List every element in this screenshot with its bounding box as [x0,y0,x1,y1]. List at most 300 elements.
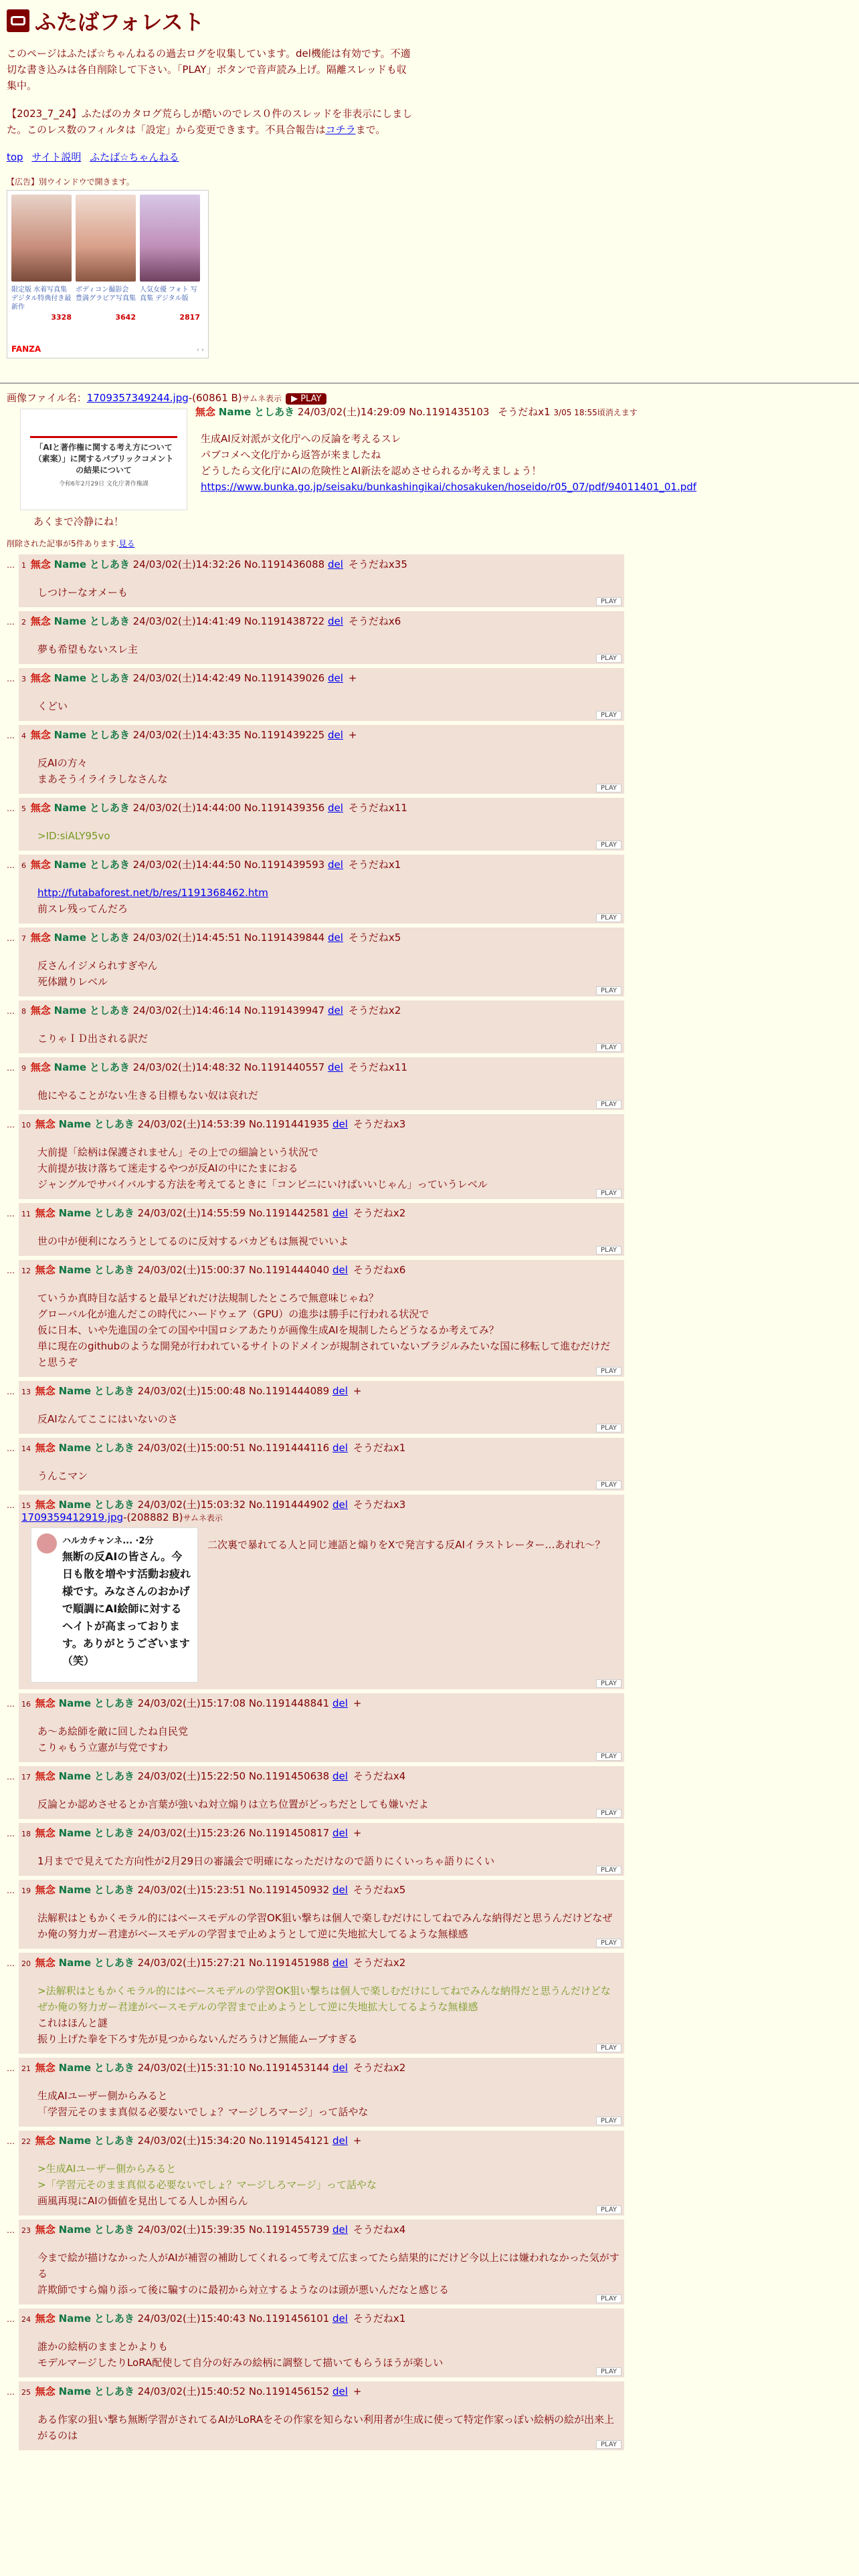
reply-body [37,1853,620,1869]
reply-name: Name [54,859,87,871]
body-line: くどい [37,700,68,712]
reply-index: 9 [21,1064,26,1073]
del-link[interactable]: del [328,1061,343,1073]
reply-row [7,1114,852,1199]
del-link[interactable]: del [332,1385,348,1397]
reply-index: 16 [21,1700,31,1709]
reply-date: 24/03/02(土)14:45:51 [132,932,242,944]
reply-row [7,1953,852,2054]
reply-name: Name [58,1207,92,1219]
reply-play-button[interactable]: PLAY [596,2367,622,2376]
thumb-title: 「AIと著作権に関する考え方について（素案）」に関するパブリックコメントの結果について [33,443,174,475]
reply-play-button[interactable]: PLAY [596,1481,622,1489]
reply-post [19,1693,624,1762]
reply-header [21,800,620,815]
reply-play-button[interactable]: PLAY [596,1809,622,1818]
reply-subject: 無念 [35,2385,56,2397]
reply-author: としあき [94,1118,134,1130]
reply-date: 24/03/02(土)15:00:37 [137,1264,246,1276]
reply-body [37,1723,620,1755]
op-thumbnail[interactable] [20,409,187,510]
reply-author: としあき [89,1004,130,1016]
reply-header [21,857,620,871]
reply-play-button[interactable]: PLAY [596,1752,622,1761]
omitted-notice: 削除された記事が5件あります.見る [7,539,135,548]
reply-marker: … [7,1444,15,1453]
page-header [0,0,859,358]
reply-date: 24/03/02(土)14:44:00 [132,802,242,814]
reply-row [7,611,852,664]
del-link[interactable]: del [332,1697,348,1709]
reply-subject: 無念 [35,1264,56,1276]
reply-date: 24/03/02(土)15:22:50 [137,1770,246,1782]
reply-author: としあき [94,1827,134,1839]
reply-image-line: 1709359412919.jpg-(208882 B)サムネ表示 [21,1511,223,1523]
reply-date: 24/03/02(土)14:48:32 [132,1061,242,1073]
reply-post [19,1381,624,1434]
reply-marker: … [7,1699,15,1709]
reply-number[interactable]: No.1191455739 [248,2224,330,2236]
ad-banner[interactable] [7,190,209,358]
reply-author: としあき [94,2062,134,2074]
del-link[interactable]: del [332,1118,348,1130]
reply-name: Name [58,1697,92,1709]
report-link[interactable]: コチラ [325,124,356,136]
del-link[interactable]: del [332,1770,348,1782]
reply-subject: 無念 [35,1957,56,1969]
del-link[interactable]: del [328,1004,343,1016]
reply-date: 24/03/02(土)15:23:26 [137,1827,246,1839]
reply-date: 24/03/02(土)14:46:14 [132,1004,242,1016]
body-line: 「学習元そのまま真似る必要ないでしょ？マージしろマージ」って話やな [37,2106,369,2118]
reply-number[interactable]: No.1191450817 [248,1827,330,1839]
reply-date: 24/03/02(土)15:31:10 [137,2062,246,2074]
reply-post [19,554,624,607]
reply-number[interactable]: No.1191444902 [248,1499,330,1511]
reply-number[interactable]: No.1191444089 [248,1385,330,1397]
reply-marker: … [7,1209,15,1218]
nav-top-link[interactable]: top [7,151,23,163]
reply-subject: 無念 [35,1499,56,1511]
body-line: こりゃＩＤ出される訳だ [37,1033,149,1045]
reply-body [37,2161,620,2209]
sodane-button[interactable]: + [353,2135,362,2147]
reply-subject: 無念 [30,615,51,627]
reply-play-button[interactable]: PLAY [596,1246,622,1255]
reply-play-button[interactable]: PLAY [596,1100,622,1109]
reply-name: Name [58,2062,92,2074]
body-line: こりゃもう立憲が与党ですわ [37,1741,169,1753]
reply-date: 24/03/02(土)14:44:50 [132,859,242,871]
del-link[interactable]: del [332,2062,348,2074]
reply-author: としあき [89,802,130,814]
del-link[interactable]: del [332,2224,348,2236]
op-sodane[interactable]: そうだねx1 [498,406,551,418]
del-link[interactable]: del [332,1884,348,1896]
sodane-button[interactable]: そうだねx2 [348,1004,401,1016]
reply-row [7,2381,852,2450]
reply-index: 2 [21,618,26,627]
sodane-button[interactable]: + [353,1385,362,1397]
reply-body [37,1910,620,1942]
reply-number[interactable]: No.1191440557 [244,1061,325,1073]
reply-number[interactable]: No.1191444116 [248,1442,330,1454]
reply-subject: 無念 [35,1884,56,1896]
reply-index: 23 [21,2226,31,2235]
reply-header [21,2311,620,2325]
reply-author: としあき [94,2385,134,2397]
reply-index: 12 [21,1267,31,1275]
body-line: 単に現在のgithubのような開発が行われているサイトのドメインが規制されていないブラジルみたいな国に移転して進むだけだと思うぞ [37,1340,611,1368]
reply-date: 24/03/02(土)14:43:35 [132,729,242,741]
reply-subject: 無念 [35,1207,56,1219]
reply-number[interactable]: No.1191439026 [244,672,325,684]
sodane-button[interactable]: + [353,2385,362,2397]
del-link[interactable]: del [328,859,343,871]
sodane-button[interactable]: そうだねx3 [353,1118,406,1130]
ad-caption-1[interactable]: 限定版 水着写真集 デジタル特典付き最新作 [11,286,72,311]
reply-header [21,1206,620,1220]
reply-index: 10 [21,1121,31,1130]
sodane-button[interactable]: そうだねx35 [348,558,407,570]
body-line: 画風再現にAIの価値を見出してる人しか困らん [37,2195,248,2207]
reply-number[interactable]: No.1191456152 [248,2385,330,2397]
reply-row [7,2220,852,2304]
del-link[interactable]: del [328,558,343,570]
ad-image-2[interactable] [76,195,136,282]
reply-index: 20 [21,1959,31,1968]
reply-author: としあき [94,1499,134,1511]
nav-about-link[interactable]: サイト説明 [31,151,82,163]
reply-subject: 無念 [35,1770,56,1782]
show-deleted-link[interactable]: 見る [118,539,135,548]
del-link[interactable]: del [328,615,343,627]
reply-number[interactable]: No.1191439356 [244,802,325,814]
reply-play-button[interactable]: PLAY [596,1189,622,1198]
reply-subject: 無念 [35,1827,56,1839]
op-number[interactable]: No.1191435103 [409,406,490,418]
reply-name: Name [58,1499,92,1511]
reply-marker: … [7,1120,15,1130]
reply-body [37,2250,620,2298]
reply-play-button[interactable]: PLAY [596,2206,622,2214]
reply-number[interactable]: No.1191450932 [248,1884,330,1896]
quote-line: >ID:siALY95vo [37,830,110,842]
reply-header [21,1003,620,1017]
reply-row [7,1381,852,1434]
reply-number[interactable]: No.1191456101 [248,2313,330,2325]
sodane-button[interactable]: そうだねx6 [348,615,401,627]
del-link[interactable]: del [332,2313,348,2325]
reply-post [19,2131,624,2216]
sodane-button[interactable]: そうだねx3 [353,1499,406,1511]
sodane-button[interactable]: そうだねx2 [353,1957,406,1969]
reply-name: Name [58,2385,92,2397]
quote-line: >法解釈はともかくモラル的にはベースモデルの学習OK狙い撃ちは個人で楽しむだけにしてねでみんな納得だと思うんだけどなぜか俺の努力ガー君達がベースモデルの学習まで止めようとして逆に失地拡大してるような無様感 [37,1985,611,2013]
reply-play-button[interactable]: PLAY [596,2044,622,2052]
sodane-button[interactable]: そうだねx5 [353,1884,406,1896]
reply-header [21,2060,620,2074]
body-line: 振り上げた拳を下ろす先が見つからないんだろうけど無能ムーブすぎる [37,2033,358,2045]
reply-number[interactable]: No.1191436088 [244,558,325,570]
reply-marker: … [7,2226,15,2235]
reply-index: 1 [21,561,26,570]
reply-body [37,1983,620,2047]
reply-body [37,584,620,601]
sodane-button[interactable]: そうだねx4 [353,2224,406,2236]
reply-marker: … [7,2064,15,2073]
reply-play-button[interactable]: PLAY [596,986,622,995]
reply-post [19,1438,624,1491]
del-link[interactable]: del [332,1957,348,1969]
reply-header [21,1263,620,1277]
reply-name: Name [58,1957,92,1969]
reply-name: Name [54,558,87,570]
sodane-button[interactable]: そうだねx1 [348,859,401,871]
reply-post [19,1260,624,1377]
op-post [7,405,852,528]
reply-body [37,1468,620,1484]
reply-index: 17 [21,1773,31,1782]
reply-post [19,855,624,924]
reply-number[interactable]: No.1191439947 [244,1004,325,1016]
reply-number[interactable]: No.1191439593 [244,859,325,871]
reply-header [21,2384,620,2398]
reply-number[interactable]: No.1191439225 [244,729,325,741]
reply-date: 24/03/02(土)15:34:20 [137,2135,246,2147]
reply-index: 24 [21,2315,31,2324]
reply-body [37,641,620,657]
sodane-button[interactable]: + [353,1827,362,1839]
reply-name: Name [54,672,87,684]
del-link[interactable]: del [328,802,343,814]
reply-name: Name [58,1827,92,1839]
reply-author: としあき [94,1264,134,1276]
sodane-button[interactable]: そうだねx2 [353,1207,406,1219]
del-link[interactable]: del [332,2135,348,2147]
reply-body [37,2088,620,2120]
reply-marker: … [7,1266,15,1275]
reply-play-button[interactable]: PLAY [596,1866,622,1874]
reply-date: 24/03/02(土)15:23:51 [137,1884,246,1896]
body-line: 仮に日本、いや先進国の全ての国や中国ロシアあたりが画像生成AIを規制したらどうなるか考えてみ？ [37,1324,499,1336]
reply-play-button[interactable]: PLAY [596,1679,622,1688]
reply-header [21,1497,620,1511]
reply-marker: … [7,861,15,870]
op-play-button[interactable]: ▶ PLAY [286,393,326,405]
del-link[interactable]: del [332,1264,348,1276]
sodane-button[interactable]: + [348,729,357,741]
del-link[interactable]: del [332,1827,348,1839]
sodane-button[interactable]: そうだねx5 [348,932,401,944]
reply-marker: … [7,731,15,740]
del-link[interactable]: del [332,2385,348,2397]
sodane-button[interactable]: そうだねx11 [348,1061,407,1073]
reply-play-button[interactable]: PLAY [596,914,622,922]
del-link[interactable]: del [332,1499,348,1511]
reply-body [37,828,620,844]
reply-play-button[interactable]: PLAY [596,784,622,792]
reply-number[interactable]: No.1191438722 [244,615,325,627]
del-link[interactable]: del [328,729,343,741]
reply-marker: … [7,1501,15,1510]
reply-marker: … [7,560,15,570]
reply-header [21,930,620,944]
reply-date: 24/03/02(土)15:03:32 [137,1499,246,1511]
reply-subject: 無念 [35,1118,56,1130]
reply-body [37,1411,620,1427]
reply-number[interactable]: No.1191444040 [248,1264,330,1276]
reply-play-button[interactable]: PLAY [596,711,622,720]
reply-body [37,2339,620,2371]
sodane-button[interactable]: + [348,672,357,684]
body-line: ていうか真時目な話すると最早どれだけ法規制したところで無意味じゃね？ [37,1292,379,1304]
reply-play-button[interactable]: PLAY [596,2117,622,2125]
nav-links [7,150,852,164]
reply-image-link[interactable]: 1709359412919.jpg [21,1511,124,1523]
reply-play-button[interactable]: PLAY [596,841,622,849]
reply-date: 24/03/02(土)15:00:51 [137,1442,246,1454]
sodane-button[interactable]: そうだねx1 [353,2313,406,2325]
reply-author: としあき [89,615,130,627]
reply-author: としあき [94,1957,134,1969]
op-link[interactable]: https://www.bunka.go.jp/seisaku/bunkashingikai/chosakuken/hoseido/r05_07/pdf/94011401_01.pdf [201,481,697,493]
thread [0,384,859,2450]
body-line: 今まで絵が描けなかった人がAIが補習の補助してくれるって考えて広まってたら結果的にだけど今以上には嫌われなかった気がする [37,2252,619,2280]
reply-play-button[interactable]: PLAY [596,2440,622,2449]
reply-number[interactable]: No.1191441935 [248,1118,330,1130]
reply-marker: … [7,804,15,813]
reply-thumbnail[interactable]: ハルカチャンネ... ·2分 無断の反AIの皆さん。今日も散を増やす活動お疲れ様です。みなさんのおかげで順調にAI絵師に対するヘイトが高まっております。ありがとうございます（笑） [31,1527,198,1683]
reply-play-button[interactable]: PLAY [596,1424,622,1432]
reply-author: としあき [89,859,130,871]
intro-text [7,45,415,138]
ad-pager-arrows-icon[interactable]: ‹ › [196,346,204,354]
reply-date: 24/03/02(土)14:41:49 [132,615,242,627]
reply-author: としあき [89,1061,130,1073]
sodane-button[interactable]: そうだねx11 [348,802,407,814]
del-link[interactable]: del [332,1207,348,1219]
reply-number[interactable]: No.1191454121 [248,2135,330,2147]
reply-marker: … [7,2387,15,2397]
reply-header [21,2133,620,2147]
thumb-toggle[interactable]: サムネ表示 [242,394,282,403]
reply-subject: 無念 [30,802,51,814]
sodane-button[interactable]: そうだねx2 [353,2062,406,2074]
reply-date: 24/03/02(土)14:32:26 [132,558,242,570]
reply-subject: 無念 [35,1697,56,1709]
reply-row [7,1000,852,1053]
reply-row [7,1495,852,1689]
reply-header [21,1060,620,1074]
reply-number[interactable]: No.1191439844 [244,932,325,944]
reply-header [21,1826,620,1840]
sodane-button[interactable]: + [353,1697,362,1709]
reply-name: Name [58,1118,92,1130]
del-link[interactable]: del [328,932,343,944]
reply-row [7,668,852,721]
reply-index: 21 [21,2064,31,2073]
body-line: 他にやることがない生きる目標もない奴は哀れだ [37,1089,259,1101]
reply-subject: 無念 [35,2062,56,2074]
reply-name: Name [58,1442,92,1454]
reply-number[interactable]: No.1191453144 [248,2062,330,2074]
reply-name: Name [58,1884,92,1896]
reply-subject: 無念 [35,2313,56,2325]
quote-line: >生成AIユーザー側からみると [37,2163,177,2175]
reply-subject: 無念 [35,1442,56,1454]
reply-play-button[interactable]: PLAY [596,1367,622,1376]
ad-caption-3[interactable]: 人気女優 フォト 写真集 デジタル版 [140,286,197,302]
reply-subject: 無念 [35,2224,56,2236]
reply-play-button[interactable]: PLAY [596,2294,622,2303]
reply-author: としあき [94,1385,134,1397]
site-logo-icon[interactable] [7,9,29,32]
reply-author: としあき [94,2313,134,2325]
reply-date: 24/03/02(土)15:17:08 [137,1697,246,1709]
body-line: しつけーなオメーも [37,586,128,599]
reply-body [37,1290,620,1370]
reply-play-button[interactable]: PLAY [596,654,622,663]
body-line: ある作家の狙い撃ち無断学習がされてるAIがLoRAをその作家を知らない利用者が生成に使って特定作家っぽい絵柄の絵が出来上がるのは [37,2413,615,2442]
reply-author: としあき [94,2224,134,2236]
body-line: 死体蹴りレベル [37,976,108,988]
reply-body [37,755,620,787]
reply-row [7,2309,852,2377]
ad-price-3: 2817 [179,313,200,322]
ad-image-1[interactable] [11,195,72,282]
reply-index: 19 [21,1887,31,1895]
reply-post [19,1823,624,1876]
reply-number[interactable]: No.1191442581 [248,1207,330,1219]
site-title[interactable]: ふたばフォレスト [35,9,205,35]
sodane-button[interactable]: そうだねx6 [353,1264,406,1276]
intro-paragraph-2: 【2023_7_24】ふたばのカタログ荒らしが酷いのでレス０件のスレッドを非表示にしました。このレス数のフィルタは「設定」から変更できます。不具合報告はコチラまで。 [7,108,413,136]
sodane-button[interactable]: そうだねx1 [353,1442,406,1454]
reply-play-button[interactable]: PLAY [596,597,622,606]
reply-body [37,1031,620,1047]
del-link[interactable]: del [332,1442,348,1454]
reply-index: 14 [21,1444,31,1453]
reply-row [7,1693,852,1762]
op-name: Name [218,406,252,418]
reply-number[interactable]: No.1191450638 [248,1770,330,1782]
reply-name: Name [58,2224,92,2236]
reply-index: 5 [21,804,26,813]
ad-logo[interactable]: FANZA [11,344,41,354]
reply-play-button[interactable]: PLAY [596,1939,622,1947]
reply-body [37,885,620,917]
reply-body [37,1087,620,1103]
del-link[interactable]: del [328,672,343,684]
sodane-button[interactable]: そうだねx4 [353,1770,406,1782]
reply-author: としあき [89,672,130,684]
thread-image-link[interactable]: 1709357349244.jpg [86,392,189,404]
reply-number[interactable]: No.1191448841 [248,1697,330,1709]
op-subject: 無念 [195,406,216,418]
reply-name: Name [54,802,87,814]
reply-post [19,1203,624,1256]
reply-play-button[interactable]: PLAY [596,1043,622,1052]
reply-post [19,1495,624,1689]
nav-futaba-link[interactable]: ふたば☆ちゃんねる [90,151,179,163]
ad-image-3[interactable] [140,195,200,282]
reply-author: としあき [94,2135,134,2147]
reply-link[interactable]: http://futabaforest.net/b/res/1191368462.htm [37,887,268,899]
reply-post [19,2381,624,2450]
ad-caption-2[interactable]: ボディコン撮影会 豊満グラビア写真集 [76,286,136,302]
reply-number[interactable]: No.1191451988 [248,1957,330,1969]
